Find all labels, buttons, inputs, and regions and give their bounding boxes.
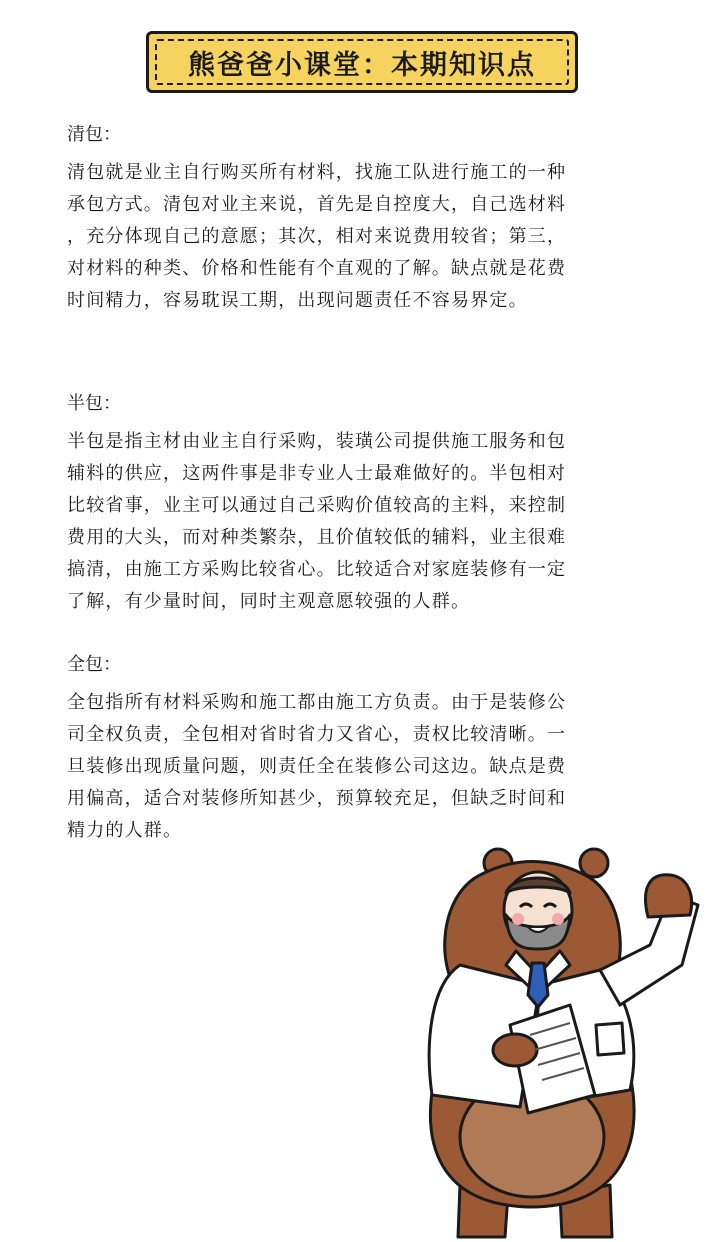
paragraph-line: ，充分体现自己的意愿；其次，相对来说费用较省；第三， <box>67 226 567 247</box>
section-banbao <box>67 392 657 618</box>
paragraph-line: 搞清，由施工方采购比较省心。比较适合对家庭装修有一定 <box>67 559 567 580</box>
title-banner <box>146 31 578 93</box>
page-title: 熊爸爸小课堂：本期知识点 <box>188 49 536 81</box>
paragraph-line: 精力的人群。 <box>67 820 183 841</box>
section-qingbao <box>67 123 657 317</box>
paragraph-line: 了解，有少量时间，同时主观意愿较强的人群。 <box>67 591 471 612</box>
paragraph-line: 全包指所有材料采购和施工都由施工方负责。由于是装修公 <box>67 692 567 713</box>
paragraph-line: 清包就是业主自行购买所有材料，找施工队进行施工的一种 <box>67 162 567 183</box>
bear-doctor-mascot-icon <box>420 845 710 1242</box>
paragraph-line: 比较省事，业主可以通过自己采购价值较高的主料，来控制 <box>67 495 567 516</box>
title-banner-inner <box>155 39 569 85</box>
paragraph-line: 辅料的供应，这两件事是非专业人士最难做好的。半包相对 <box>67 463 567 484</box>
paragraph-line: 费用的大头，而对种类繁杂，且价值较低的辅料，业主很难 <box>67 527 567 548</box>
section-quanbao <box>67 653 657 847</box>
section-heading: 清包： <box>67 124 121 145</box>
paragraph-line: 用偏高，适合对装修所知甚少，预算较充足，但缺乏时间和 <box>67 788 567 809</box>
section-paragraph <box>67 687 657 847</box>
section-heading: 全包： <box>67 654 121 675</box>
paragraph-line: 半包是指主材由业主自行采购，装璜公司提供施工服务和包 <box>67 431 567 452</box>
paragraph-line: 承包方式。清包对业主来说，首先是自控度大，自己选材料 <box>67 194 567 215</box>
section-heading: 半包： <box>67 393 121 414</box>
paragraph-line: 对材料的种类、价格和性能有个直观的了解。缺点就是花费 <box>67 258 567 279</box>
paragraph-line: 时间精力，容易耽误工期，出现问题责任不容易界定。 <box>67 290 528 311</box>
paragraph-line: 旦装修出现质量问题，则责任全在装修公司这边。缺点是费 <box>67 756 567 777</box>
section-paragraph <box>67 157 657 317</box>
section-paragraph <box>67 426 657 618</box>
paragraph-line: 司全权负责，全包相对省时省力又省心，责权比较清晰。一 <box>67 724 567 745</box>
